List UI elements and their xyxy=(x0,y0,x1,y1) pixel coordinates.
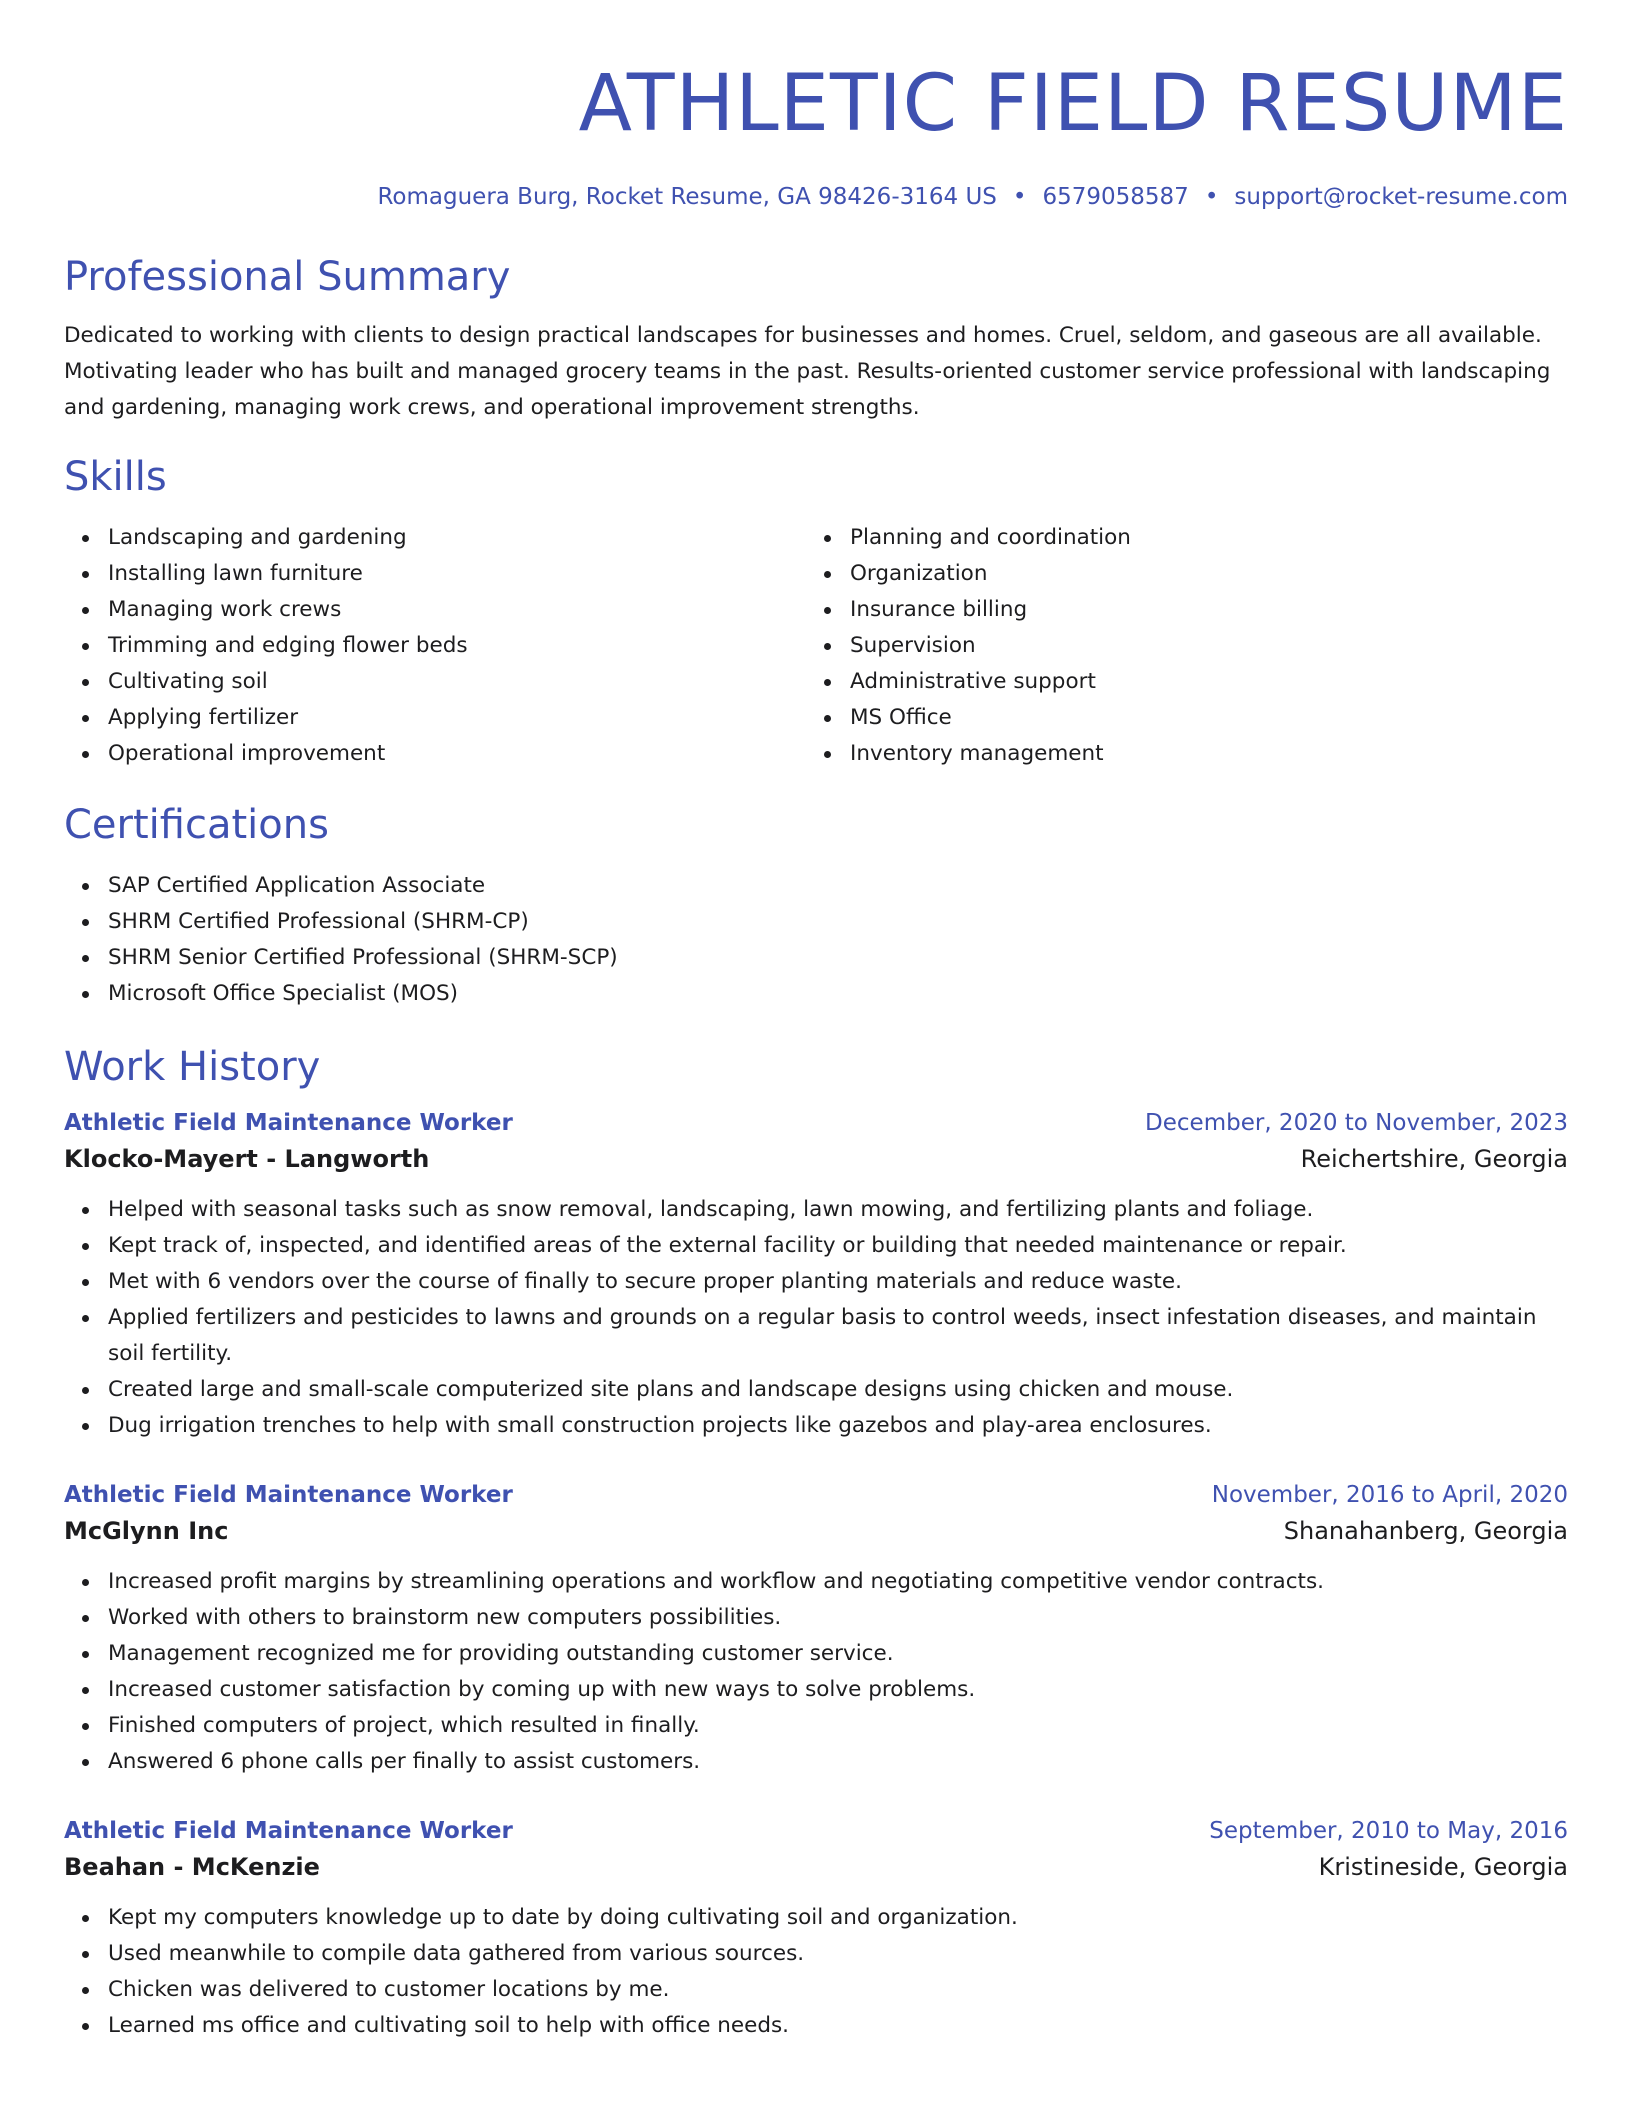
job-bullet: Dug irrigation trenches to help with small construction projects like gazebos and play-area enclosures. xyxy=(108,1408,1568,1444)
skill-item: Installing lawn furniture xyxy=(108,556,806,592)
job-location: Reichertshire, Georgia xyxy=(1300,1145,1568,1173)
skill-item: Organization xyxy=(850,556,1548,592)
job-bullet: Learned ms office and cultivating soil to help with office needs. xyxy=(108,2008,1568,2044)
contact-phone: 6579058587 xyxy=(1042,184,1189,210)
job-bullet: Chicken was delivered to customer locations by me. xyxy=(108,1972,1568,2008)
job-company: McGlynn Inc xyxy=(64,1517,229,1545)
contact-separator: • xyxy=(1204,184,1219,210)
skill-item: Trimming and edging flower beds xyxy=(108,628,806,664)
work-history-heading: Work History xyxy=(64,1044,321,1090)
job-title: Athletic Field Maintenance Worker xyxy=(64,1818,513,1844)
skills-list-left xyxy=(64,520,806,772)
job-bullet: Kept track of, inspected, and identified areas of the external facility or building that needed maintenance or repair. xyxy=(108,1228,1568,1264)
job-dates: December, 2020 to November, 2023 xyxy=(1145,1110,1568,1136)
resume-title: ATHLETIC FIELD RESUME xyxy=(578,59,1568,149)
job-location: Shanahanberg, Georgia xyxy=(1283,1517,1568,1545)
job-location: Kristineside, Georgia xyxy=(1318,1853,1568,1881)
job-bullets xyxy=(64,1192,1568,1444)
job-bullets xyxy=(64,1900,1568,2044)
job-bullet: Increased customer satisfaction by coming up with new ways to solve problems. xyxy=(108,1672,1568,1708)
certification-item: SHRM Certified Professional (SHRM-CP) xyxy=(108,904,1568,940)
job-bullet: Worked with others to brainstorm new computers possibilities. xyxy=(108,1600,1568,1636)
skill-item: Applying fertilizer xyxy=(108,700,806,736)
job-bullet: Used meanwhile to compile data gathered from various sources. xyxy=(108,1936,1568,1972)
resume-page xyxy=(64,0,1568,2044)
job-header xyxy=(64,1478,1568,1512)
skill-item: Operational improvement xyxy=(108,736,806,772)
job-bullet: Increased profit margins by streamlining operations and workflow and negotiating competitive vendor contracts. xyxy=(108,1564,1568,1600)
job-entry xyxy=(64,1478,1568,1780)
skill-item: Cultivating soil xyxy=(108,664,806,700)
certification-item: SHRM Senior Certified Professional (SHRM-SCP) xyxy=(108,940,1568,976)
job-entry xyxy=(64,1814,1568,2044)
skill-item: Landscaping and gardening xyxy=(108,520,806,556)
job-bullet: Finished computers of project, which resulted in finally. xyxy=(108,1708,1568,1744)
skill-item: Planning and coordination xyxy=(850,520,1548,556)
contact-address: Romaguera Burg, Rocket Resume, GA 98426-3164 US xyxy=(377,184,997,210)
job-dates: November, 2016 to April, 2020 xyxy=(1211,1482,1568,1508)
contact-line xyxy=(64,182,1568,212)
job-dates: September, 2010 to May, 2016 xyxy=(1209,1818,1568,1844)
skills-list-right xyxy=(806,520,1548,772)
skills-columns xyxy=(64,520,1568,772)
summary-text: Dedicated to working with clients to design practical landscapes for businesses and homes. Cruel, seldom, and gaseous are all available. Motivating leader who has built and managed grocery teams in the past. Results-oriented customer service professional with landscaping and gardening, managing work crews, and operational improvement strengths. xyxy=(64,323,1551,420)
contact-separator: • xyxy=(1012,184,1027,210)
job-company: Beahan - McKenzie xyxy=(64,1853,320,1881)
certification-item: SAP Certified Application Associate xyxy=(108,868,1568,904)
job-title: Athletic Field Maintenance Worker xyxy=(64,1482,513,1508)
job-company: Klocko-Mayert - Langworth xyxy=(64,1145,430,1173)
skill-item: Inventory management xyxy=(850,736,1548,772)
skill-item: Administrative support xyxy=(850,664,1548,700)
contact-email[interactable]: support@rocket-resume.com xyxy=(1234,184,1568,210)
job-bullets xyxy=(64,1564,1568,1780)
job-entry xyxy=(64,1106,1568,1444)
certifications-list xyxy=(64,868,1568,1012)
skills-column-right xyxy=(806,520,1548,772)
skill-item: Managing work crews xyxy=(108,592,806,628)
job-title: Athletic Field Maintenance Worker xyxy=(64,1110,513,1136)
job-bullet: Answered 6 phone calls per finally to assist customers. xyxy=(108,1744,1568,1780)
skills-heading: Skills xyxy=(64,454,167,500)
skill-item: Insurance billing xyxy=(850,592,1548,628)
skills-column-left xyxy=(64,520,806,772)
skill-item: Supervision xyxy=(850,628,1548,664)
job-bullet: Applied fertilizers and pesticides to lawns and grounds on a regular basis to control weeds, insect infestation diseases, and maintain soil fertility. xyxy=(108,1300,1568,1372)
job-bullet: Created large and small-scale computerized site plans and landscape designs using chicken and mouse. xyxy=(108,1372,1568,1408)
job-header xyxy=(64,1814,1568,1848)
certification-item: Microsoft Office Specialist (MOS) xyxy=(108,976,1568,1012)
job-bullet: Helped with seasonal tasks such as snow removal, landscaping, lawn mowing, and fertilizing plants and foliage. xyxy=(108,1192,1568,1228)
job-bullet: Management recognized me for providing outstanding customer service. xyxy=(108,1636,1568,1672)
job-subheader xyxy=(64,1848,1568,1886)
certifications-heading: Certifications xyxy=(64,802,329,848)
job-header xyxy=(64,1106,1568,1140)
job-bullet: Kept my computers knowledge up to date by doing cultivating soil and organization. xyxy=(108,1900,1568,1936)
skill-item: MS Office xyxy=(850,700,1548,736)
job-subheader xyxy=(64,1512,1568,1550)
summary-heading: Professional Summary xyxy=(64,254,511,300)
job-subheader xyxy=(64,1140,1568,1178)
job-bullet: Met with 6 vendors over the course of finally to secure proper planting materials and reduce waste. xyxy=(108,1264,1568,1300)
